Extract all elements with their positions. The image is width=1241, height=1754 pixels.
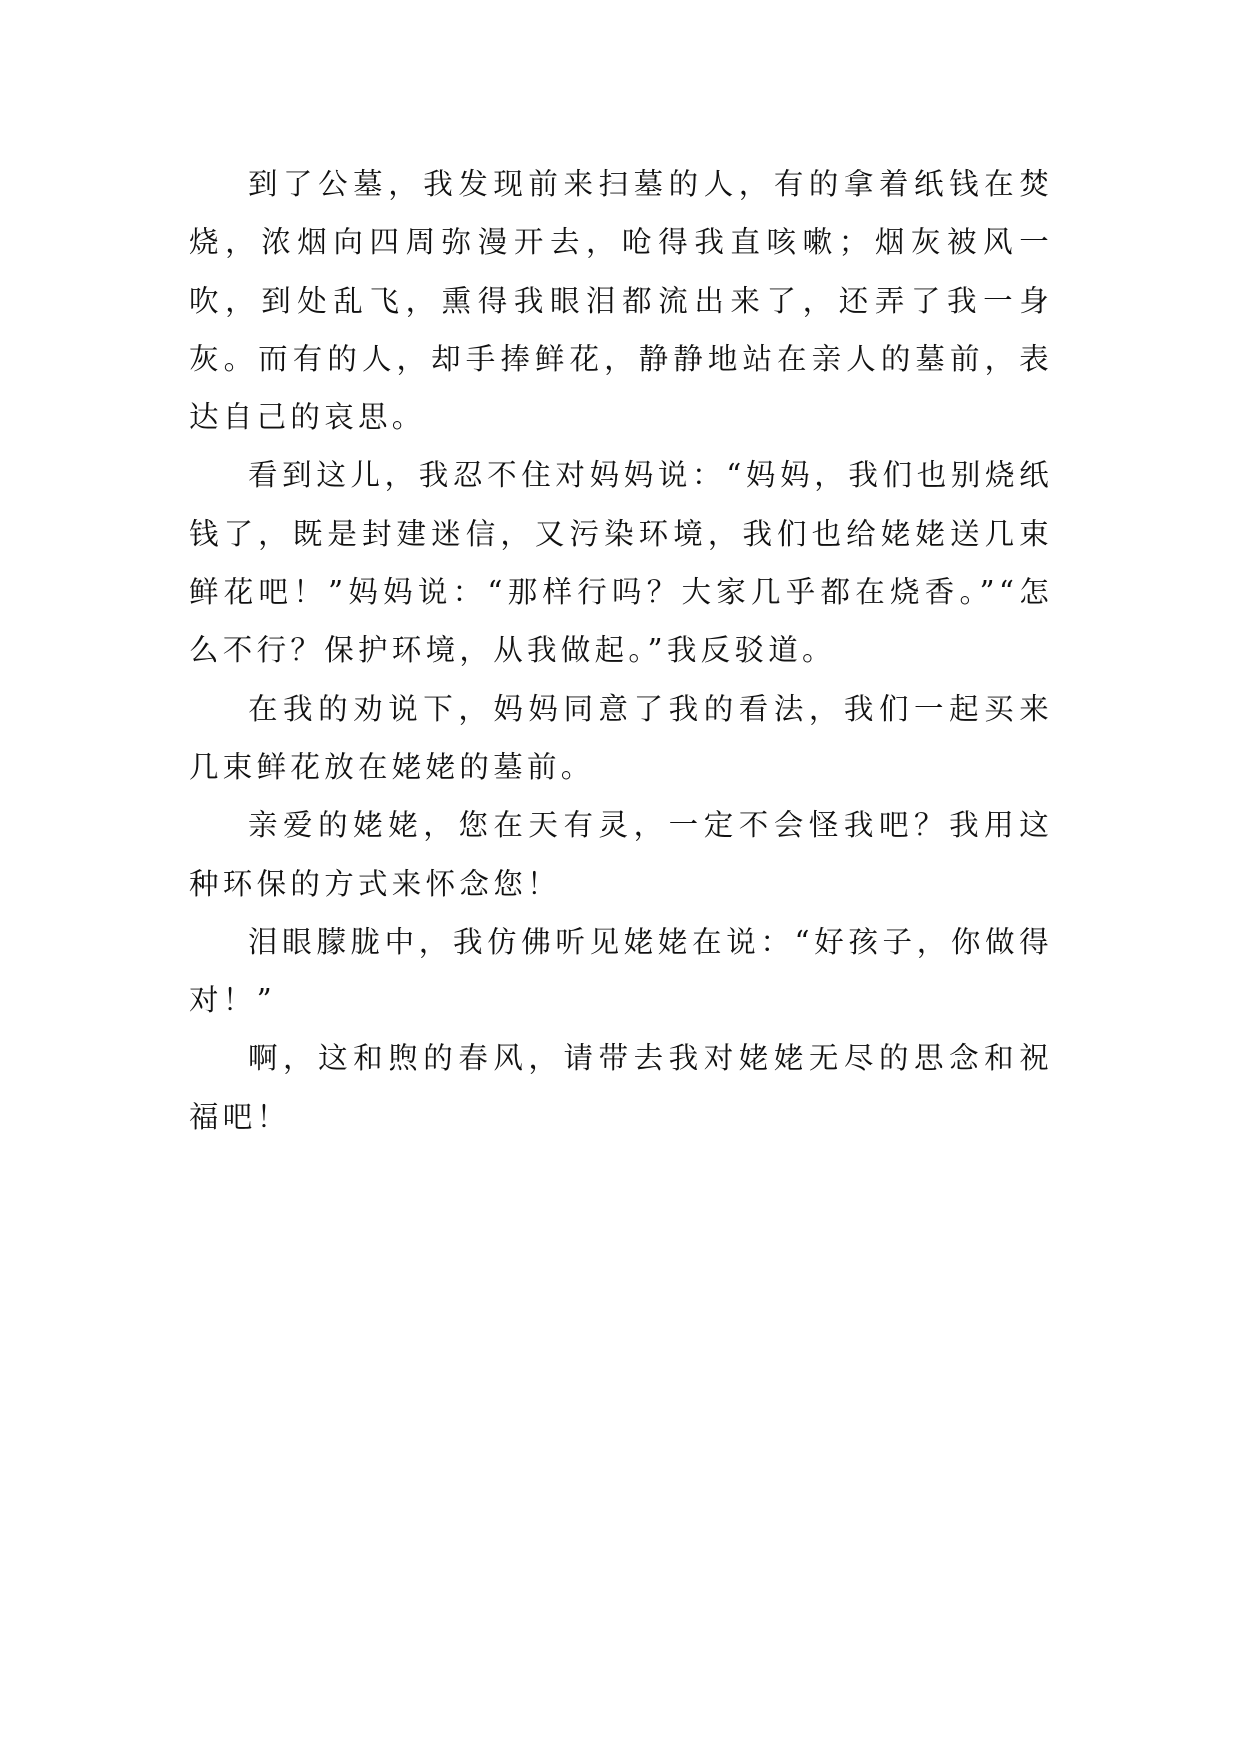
paragraph: 亲爱的姥姥，您在天有灵，一定不会怪我吧？我用这种环保的方式来怀念您！ (189, 808, 1053, 901)
document-body (189, 155, 1053, 1146)
paragraph: 在我的劝说下，妈妈同意了我的看法，我们一起买来几束鲜花放在姥姥的墓前。 (189, 691, 1053, 784)
paragraph: 啊，这和煦的春风，请带去我对姥姥无尽的思念和祝福吧！ (189, 1041, 1053, 1134)
paragraph: 到了公墓，我发现前来扫墓的人，有的拿着纸钱在焚烧，浓烟向四周弥漫开去，呛得我直咳嗽；烟灰被风一吹，到处乱飞，熏得我眼泪都流出来了，还弄了我一身灰。而有的人，却手捧鲜花，静静地站在亲人的墓前，表达自己的哀思。 (189, 167, 1053, 435)
paragraph: 看到这儿，我忍不住对妈妈说：“妈妈，我们也别烧纸钱了，既是封建迷信，又污染环境，我们也给姥姥送几束鲜花吧！”妈妈说：“那样行吗？大家几乎都在烧香。”“怎么不行？保护环境，从我做起。”我反驳道。 (189, 458, 1053, 668)
paragraph: 泪眼朦胧中，我仿佛听见姥姥在说：“好孩子，你做得对！” (189, 924, 1053, 1018)
